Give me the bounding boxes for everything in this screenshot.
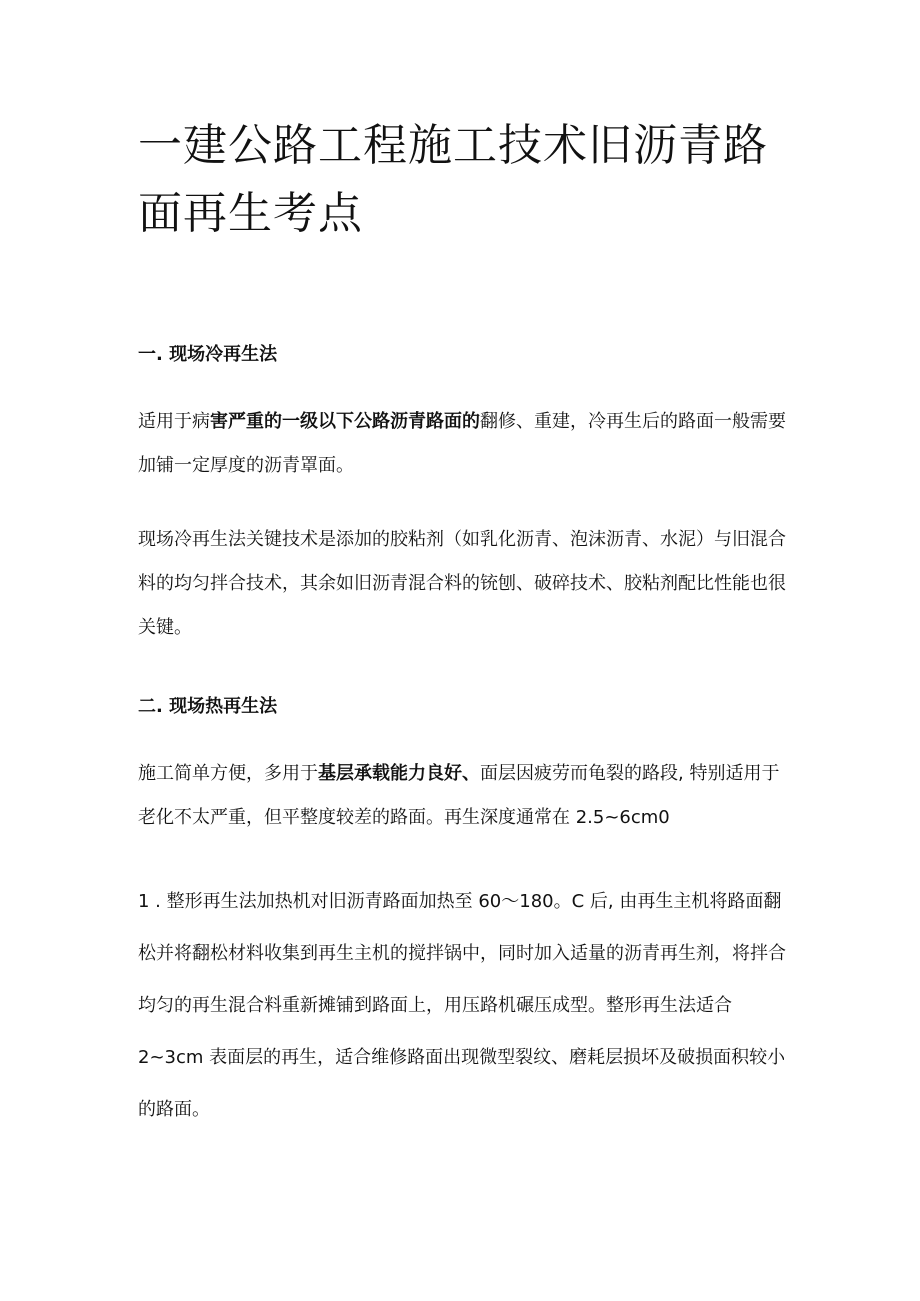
text-run: 施工简单方便，多用于 [138, 763, 318, 784]
text-run: 翻修、重建，冷再生后的路面一般需要加铺一定厚度的沥青罩面。 [138, 411, 786, 476]
bold-text-run: 基层承载能力良好、 [318, 763, 480, 784]
paragraph-hot-recycling-scope [138, 752, 794, 840]
paragraph-cold-recycling-key-tech: 现场冷再生法关键技术是添加的胶粘剂（如乳化沥青、泡沫沥青、水泥）与旧混合料的均匀拌合技术，其余如旧沥青混合料的铳刨、破碎技术、胶粘剂配比性能也很关键。 [138, 529, 786, 638]
paragraph-reshape-recycling: 1 . 整形再生法加热机对旧沥青路面加热至 60～180。C 后, 由再生主机将路面翻松并将翻松材料收集到再生主机的搅拌锅中，同时加入适量的沥青再生剂，将拌合均匀的再生混合料重新摊铺到路面上，用压路机碾压成型。整形再生法适合 2~3cm 表面层的再生，适合维修路面出现微型裂纹、磨耗层损坏及破损面积较小的路面。 [138, 891, 786, 1120]
section-heading-hot-recycling: 二. 现场热再生法 [138, 696, 278, 717]
paragraph-cold-recycling-scope [138, 400, 794, 488]
text-run: 面层因疲劳而龟裂的路段, 特别适用于老化不太严重，但平整度较差的路面。再生深度通常在 2.5~6cm0 [138, 763, 780, 828]
bold-text-run: 害严重的一级以下公路沥青路面的 [210, 411, 480, 432]
text-run: 适用于病 [138, 411, 210, 432]
document-title: 一建公路工程施工技术旧沥青路面再生考点 [138, 120, 768, 239]
section-heading-cold-recycling: 一. 现场冷再生法 [138, 344, 278, 365]
